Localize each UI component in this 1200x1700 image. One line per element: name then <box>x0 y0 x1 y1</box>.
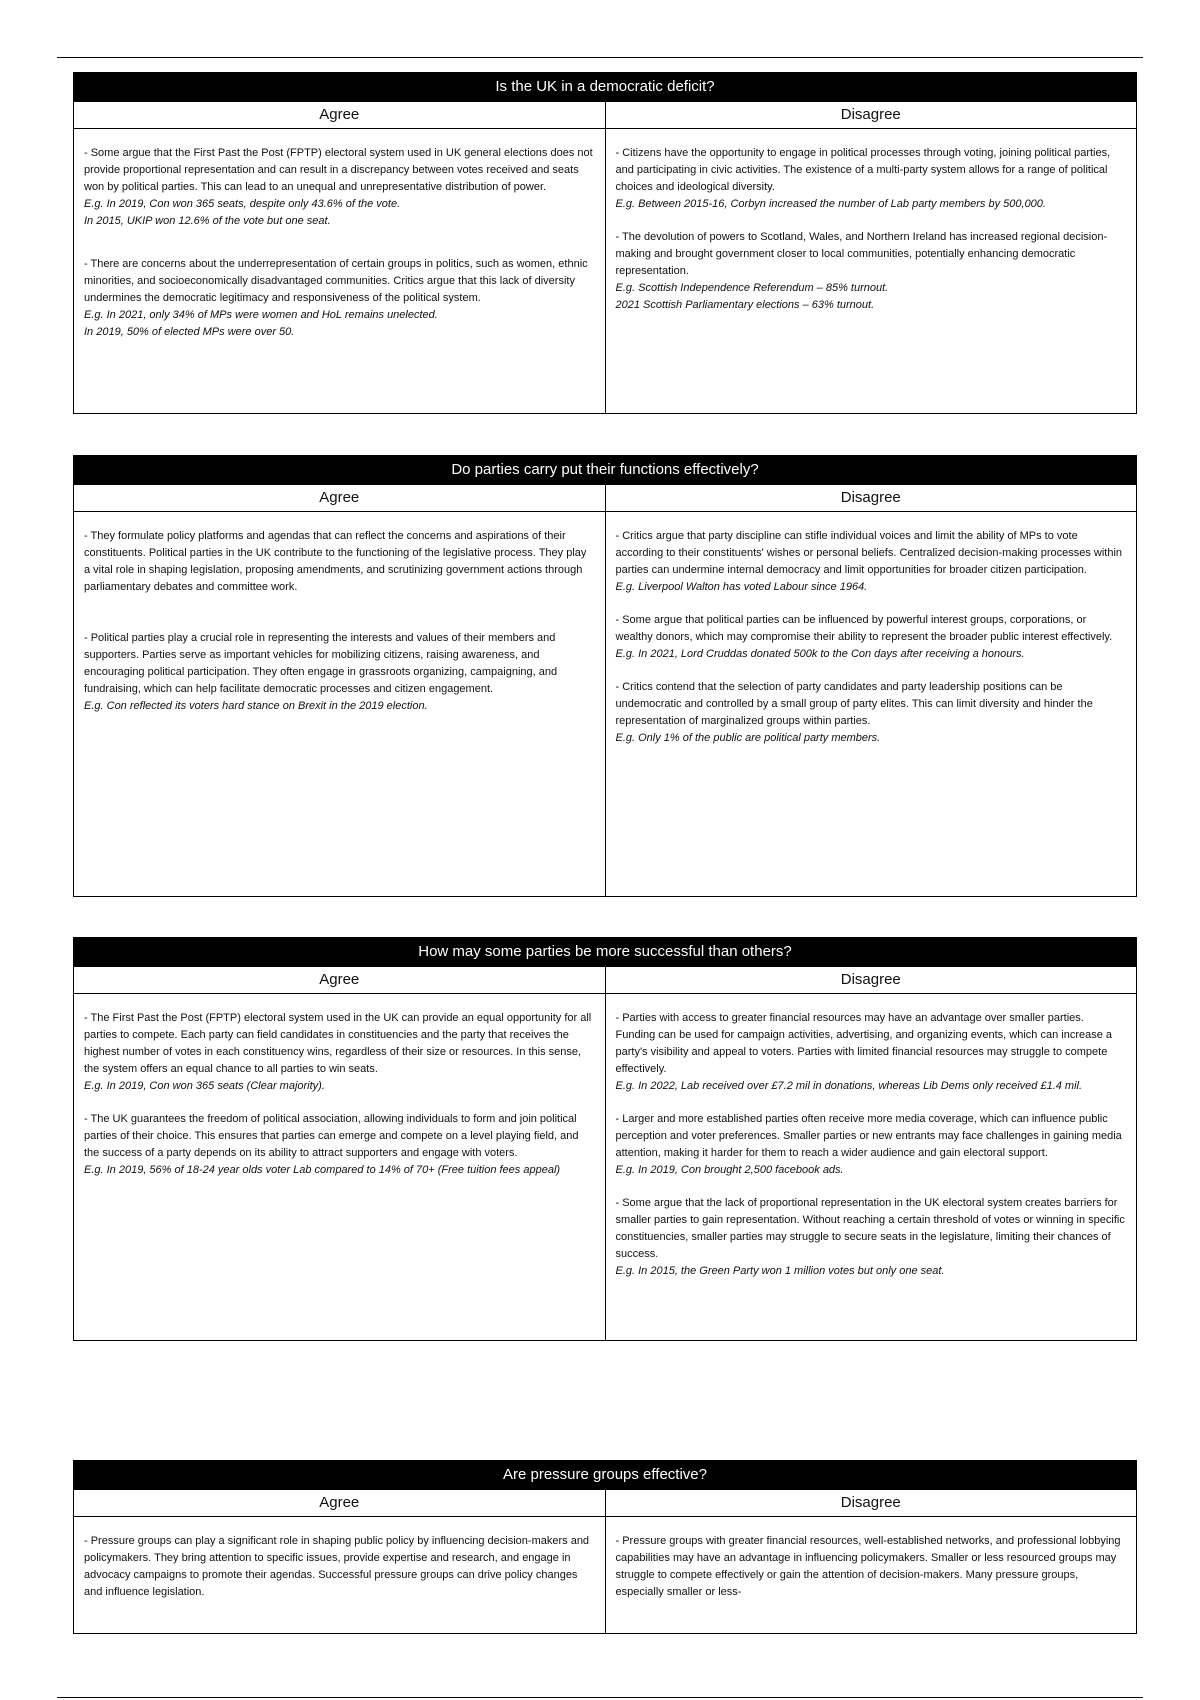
argument-text: - Some argue that political parties can be influenced by powerful interest groups, corporations, or wealthy donors, which may compromise their ability to represent the broader public interest effectively. <box>615 614 1113 643</box>
argument-text: - Pressure groups can play a significant role in shaping public policy by influencing decision-makers and policymakers. They bring attention to specific issues, provide expertise and research, and engage in advocacy campaigns to promote their agendas. Successful pressure groups can drive policy changes and influence legislation. <box>84 1535 590 1598</box>
argument-example: E.g. In 2019, Con brought 2,500 facebook ads. <box>615 1164 844 1176</box>
table-title: How may some parties be more successful than others? <box>74 938 1136 966</box>
agree-heading: Agree <box>74 967 606 993</box>
top-rule <box>57 57 1143 58</box>
table-title: Do parties carry put their functions effectively? <box>74 456 1136 484</box>
agree-heading: Agree <box>74 1490 606 1516</box>
argument-text: - The First Past the Post (FPTP) electoral system used in the UK can provide an equal opportunity for all parties to compete. Each party can field candidates in constituencies and the party that receives the highest number of votes in each constituency wins, regardless of their size or resources. In this sense, the system offers an equal chance to all parties to win seats. <box>84 1012 592 1075</box>
argument <box>616 612 1127 663</box>
argument <box>84 528 595 596</box>
argument-text: - Pressure groups with greater financial resources, well-established networks, and professional lobbying capabilities may have an advantage in influencing policymakers. Smaller or less resourced groups may struggle to compete effectively or gain the attention of decision-makers. Many pressure groups, especially smaller or less- <box>615 1535 1121 1598</box>
disagree-heading: Disagree <box>840 971 901 988</box>
argument-text: - They formulate policy platforms and agendas that can reflect the concerns and aspirations of their constituents. Political parties in the UK contribute to the functioning of the legislative process. They play a vital role in shaping legislation, proposing amendments, and scrutinizing government actions through parliamentary debates and committee work. <box>84 530 587 593</box>
argument-example: E.g. Liverpool Walton has voted Labour since 1964. <box>615 581 868 593</box>
question-table-party-success <box>73 937 1137 1341</box>
argument-example: E.g. In 2021, Lord Cruddas donated 500k to the Con days after receiving a honours. <box>615 648 1025 660</box>
agree-column <box>74 994 606 1340</box>
argument-example: E.g. In 2021, only 34% of MPs were women and HoL remains unelected. In 2019, 50% of elected MPs were over 50. <box>84 309 438 338</box>
argument <box>84 145 595 230</box>
argument-example: E.g. In 2019, 56% of 18-24 year olds voter Lab compared to 14% of 70+ (Free tuition fees appeal) <box>84 1164 561 1176</box>
argument <box>84 256 595 341</box>
argument <box>616 1111 1127 1179</box>
argument-example: E.g. In 2015, the Green Party won 1 million votes but only one seat. <box>615 1265 945 1277</box>
argument-text: - Larger and more established parties often receive more media coverage, which can influence public perception and voter preferences. Smaller parties or new entrants may face challenges in gaining media attention, making it harder for them to reach a wider audience and gain electoral support. <box>615 1113 1122 1159</box>
argument <box>616 1195 1127 1280</box>
argument-text: - Parties with access to greater financial resources may have an advantage over smaller parties. Funding can be used for campaign activities, advertising, and organizing events, which can increase a party's visibility and appeal to voters. Parties with limited financial resources may struggle to compete effectively. <box>615 1012 1113 1075</box>
disagree-column <box>606 512 1137 896</box>
argument <box>616 229 1127 314</box>
argument <box>84 1111 595 1179</box>
disagree-heading: Disagree <box>840 489 901 506</box>
bottom-rule <box>57 1697 1143 1698</box>
argument-text: - Some argue that the First Past the Post (FPTP) electoral system used in UK general elections does not provide proportional representation and can result in a discrepancy between votes received and seats won by political parties. This can lead to an unequal and unrepresentative distribution of power. <box>84 147 593 193</box>
argument-text: - Some argue that the lack of proportional representation in the UK electoral system creates barriers for smaller parties to gain representation. Without reaching a certain threshold of votes or winning in specific constituencies, smaller parties may struggle to secure seats in the legislature, limiting their chances of success. <box>615 1197 1125 1260</box>
argument-example: E.g. In 2022, Lab received over £7.2 mil in donations, whereas Lib Dems only received £1.4 mil. <box>615 1080 1083 1092</box>
argument <box>616 1010 1127 1095</box>
disagree-heading: Disagree <box>840 1494 901 1511</box>
argument-example: E.g. In 2019, Con won 365 seats, despite only 43.6% of the vote. In 2015, UKIP won 12.6% of the vote but one seat. <box>84 198 401 227</box>
argument-text: - Political parties play a crucial role in representing the interests and values of their members and supporters. Parties serve as important vehicles for mobilizing citizens, raising awareness, and encouraging political participation. They often engage in grassroots organizing, campaigning, and fundraising, which can help facilitate democratic processes and citizen engagement. <box>84 632 558 695</box>
argument-text: - The UK guarantees the freedom of political association, allowing individuals to form and join political parties of their choice. This ensures that parties can emerge and compete on a level playing field, and the success of a party depends on its ability to attract supporters and engage with voters. <box>84 1113 579 1159</box>
agree-column <box>74 1517 606 1633</box>
table-title: Are pressure groups effective? <box>74 1461 1136 1489</box>
argument-example: E.g. Only 1% of the public are political party members. <box>615 732 881 744</box>
agree-heading: Agree <box>74 485 606 511</box>
argument-example: E.g. Scottish Independence Referendum – 85% turnout. 2021 Scottish Parliamentary elections – 63% turnout. <box>615 282 889 311</box>
argument <box>616 1533 1127 1601</box>
argument-example: E.g. In 2019, Con won 365 seats (Clear majority). <box>84 1080 325 1092</box>
argument <box>84 1533 595 1601</box>
disagree-heading: Disagree <box>840 106 901 123</box>
disagree-column <box>606 1517 1137 1633</box>
question-table-pressure-groups <box>73 1460 1137 1634</box>
agree-column <box>74 129 606 413</box>
argument-text: - There are concerns about the underrepresentation of certain groups in politics, such as women, ethnic minorities, and socioeconomically disadvantaged communities. Critics argue that this lack of diversity undermines the democratic legitimacy and responsiveness of the political system. <box>84 258 588 304</box>
argument <box>616 145 1127 213</box>
argument-text: - The devolution of powers to Scotland, Wales, and Northern Ireland has increased regional decision-making and brought government closer to local communities, potentially enhancing democratic representation. <box>615 231 1108 277</box>
argument <box>616 528 1127 596</box>
argument <box>616 679 1127 747</box>
question-table-party-functions <box>73 455 1137 897</box>
table-title: Is the UK in a democratic deficit? <box>74 73 1136 101</box>
disagree-column <box>606 129 1137 413</box>
disagree-column <box>606 994 1137 1340</box>
argument <box>84 630 595 715</box>
argument-text: - Critics contend that the selection of party candidates and party leadership positions can be undemocratic and controlled by a small group of party elites. This can limit diversity and hinder the representation of marginalized groups within parties. <box>615 681 1093 727</box>
argument-example: E.g. Con reflected its voters hard stance on Brexit in the 2019 election. <box>84 700 428 712</box>
argument-text: - Critics argue that party discipline can stifle individual voices and limit the ability of MPs to vote according to their constituents' wishes or personal beliefs. Centralized decision-making processes within parties can undermine internal democracy and limit opportunities for broader citizen participation. <box>615 530 1123 576</box>
question-table-democratic-deficit <box>73 72 1137 414</box>
agree-column <box>74 512 606 896</box>
argument <box>84 1010 595 1095</box>
agree-heading: Agree <box>74 102 606 128</box>
argument-text: - Citizens have the opportunity to engage in political processes through voting, joining political parties, and participating in civic activities. The existence of a multi-party system allows for a range of political choices and ideological diversity. <box>615 147 1111 193</box>
argument-example: E.g. Between 2015-16, Corbyn increased the number of Lab party members by 500,000. <box>615 198 1046 210</box>
